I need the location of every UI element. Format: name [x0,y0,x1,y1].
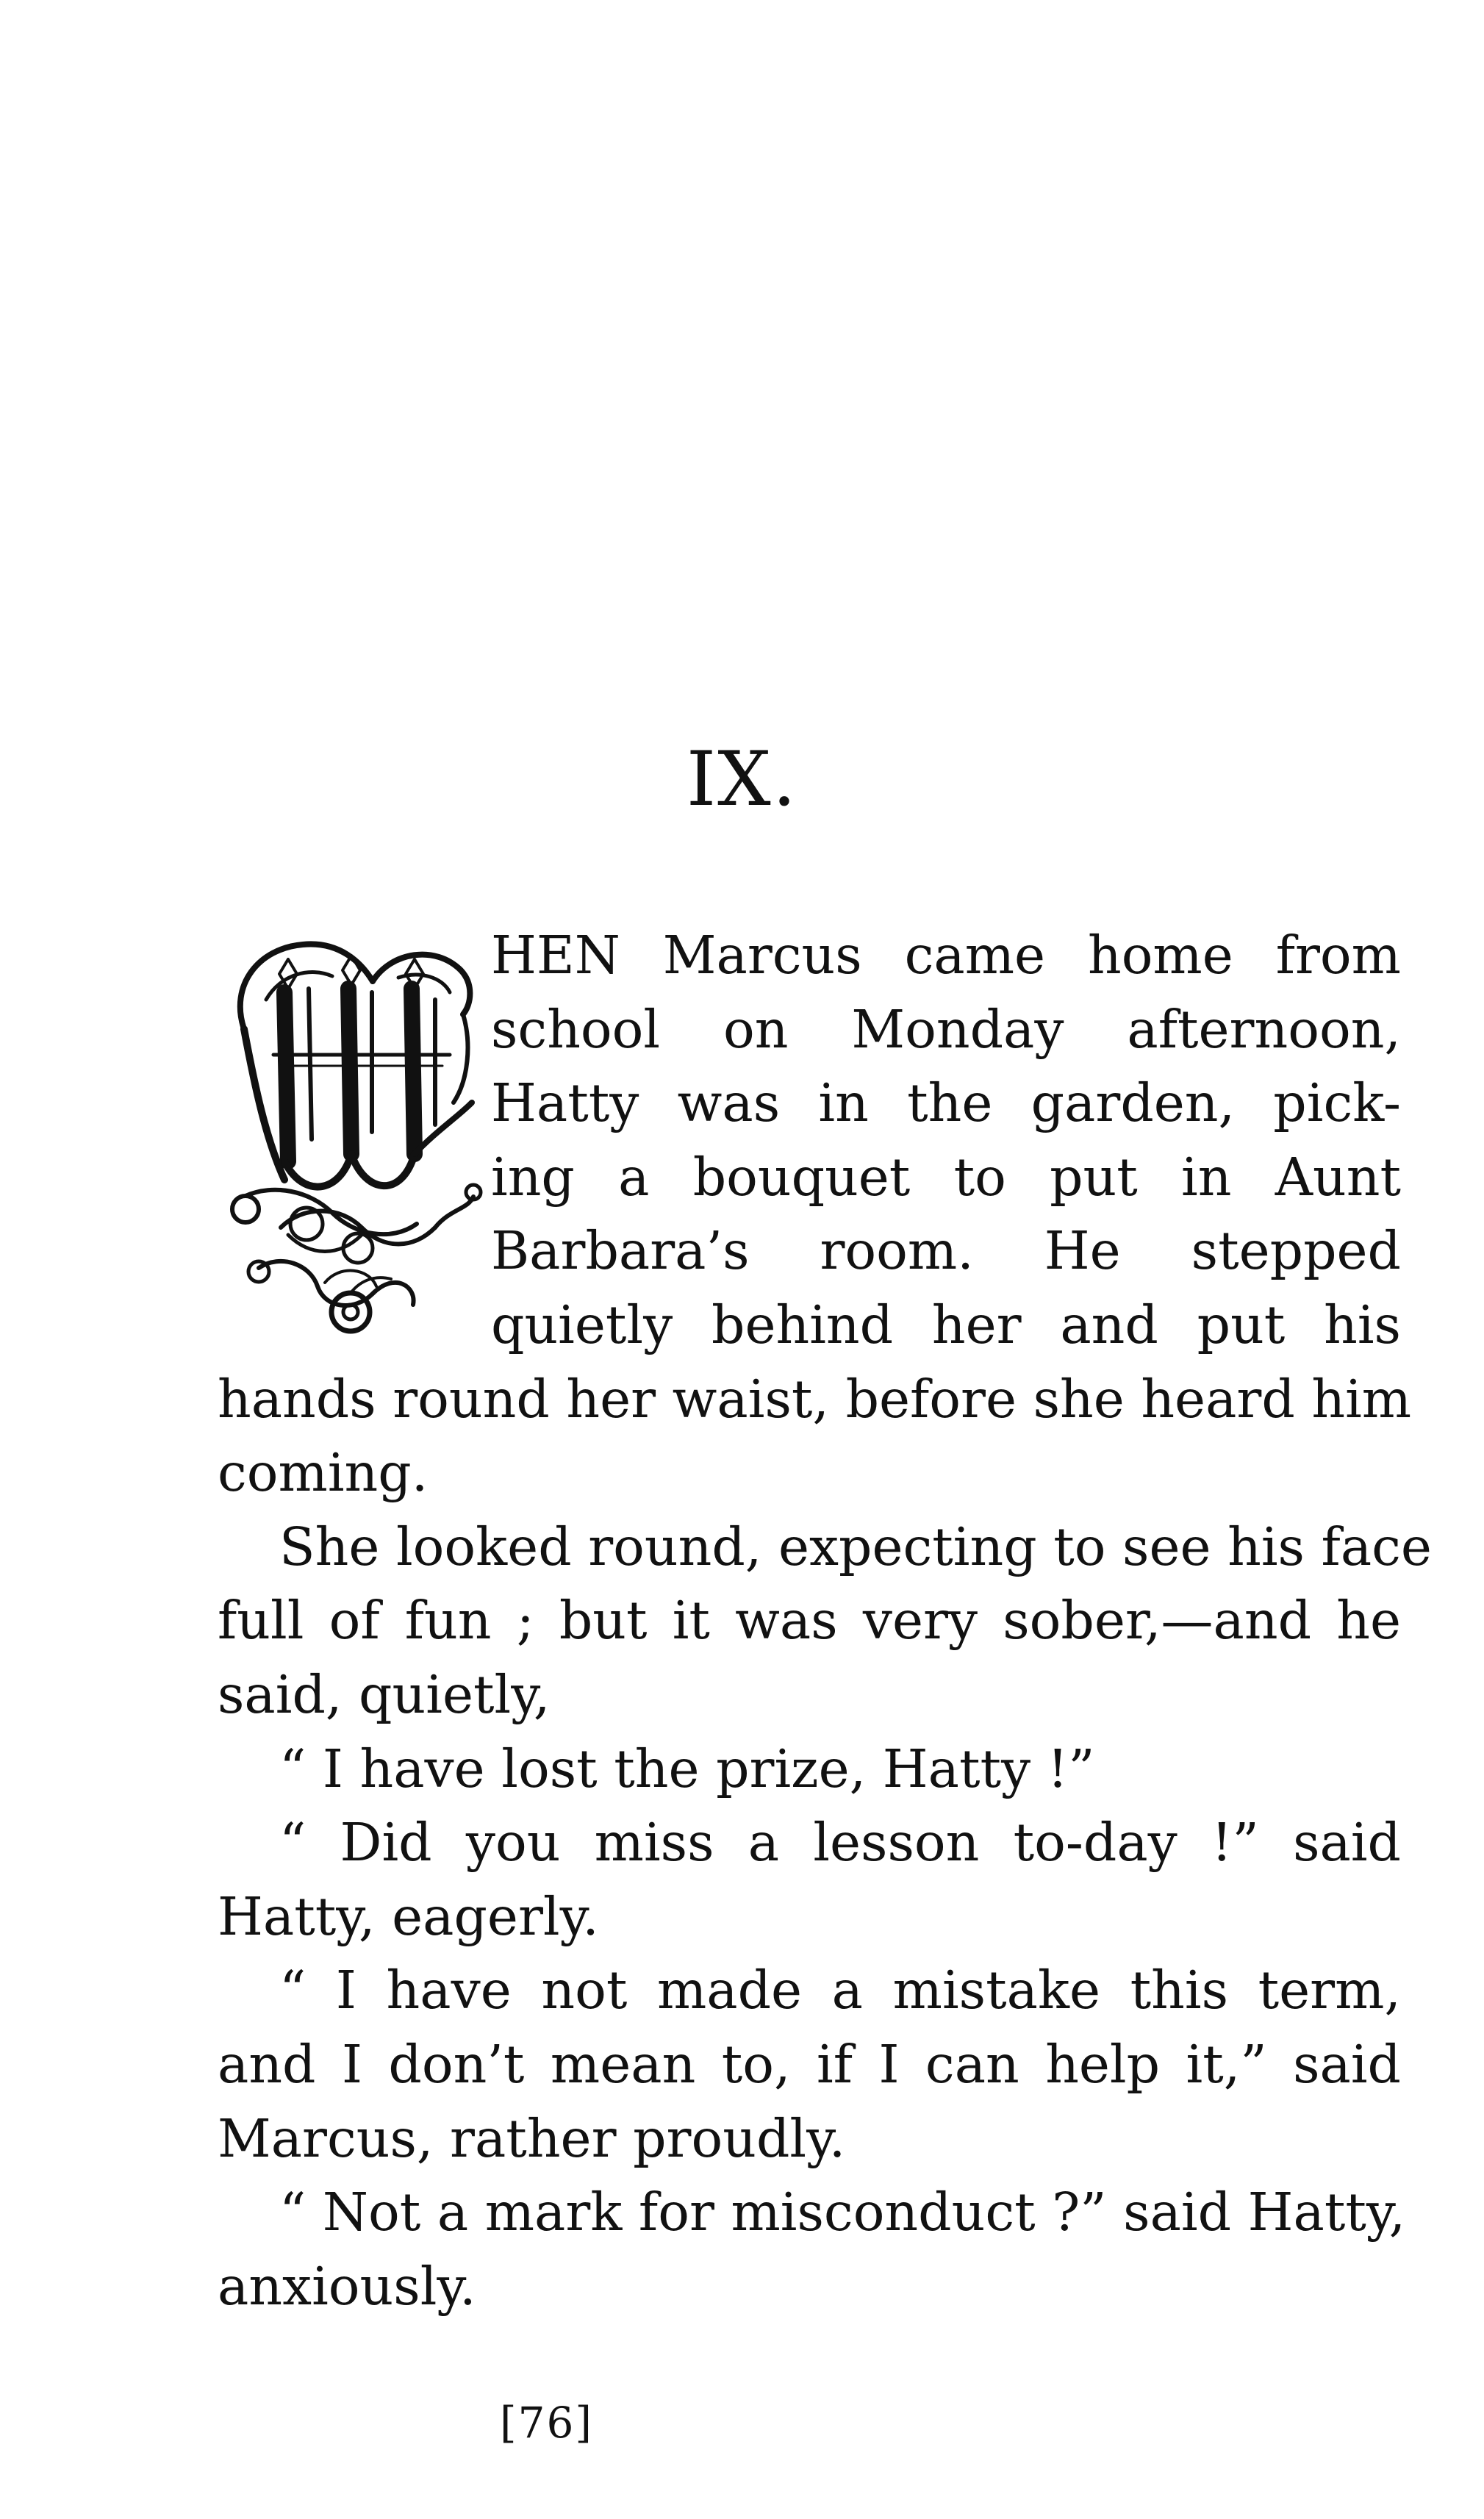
text-line: coming. [218,1442,429,1504]
text-line: school on Monday afternoon, [491,998,1401,1060]
text-line: Marcus, rather proudly. [218,2107,846,2169]
text-line: anxiously. [218,2255,476,2317]
text-line: HEN Marcus came home from [491,925,1401,986]
chapter-heading: IX. [686,736,798,823]
ornamental-initial-w-icon [215,919,488,1360]
text-line: “ Not a mark for misconduct ?” said Hatty, [279,2182,1406,2243]
text-line: “ Did you miss a lesson to-day !” said [279,1812,1401,1874]
text-line: ing a bouquet to put in Aunt [491,1146,1401,1208]
page-number: [76] [500,2398,594,2448]
text-line: Hatty was in the garden, pick- [491,1072,1401,1134]
text-line: She looked round, expecting to see his face [279,1516,1432,1577]
text-line: Hatty, eagerly. [218,1885,599,1947]
text-line: “ I have lost the prize, Hatty !” [279,1738,1095,1799]
text-line: hands round her waist, before she heard him [218,1368,1412,1430]
body-text [218,919,1432,2323]
text-line: full of fun ; but it was very sober,—and he [218,1590,1401,1652]
text-line: and I don’t mean to, if I can help it,” said [218,2033,1401,2095]
text-line: said, quietly, [218,1663,551,1725]
text-line: quietly behind her and put his [491,1294,1401,1355]
text-line: “ I have not made a mistake this term, [279,1960,1401,2021]
text-line: Barbara’s room. He stepped [491,1220,1401,1282]
